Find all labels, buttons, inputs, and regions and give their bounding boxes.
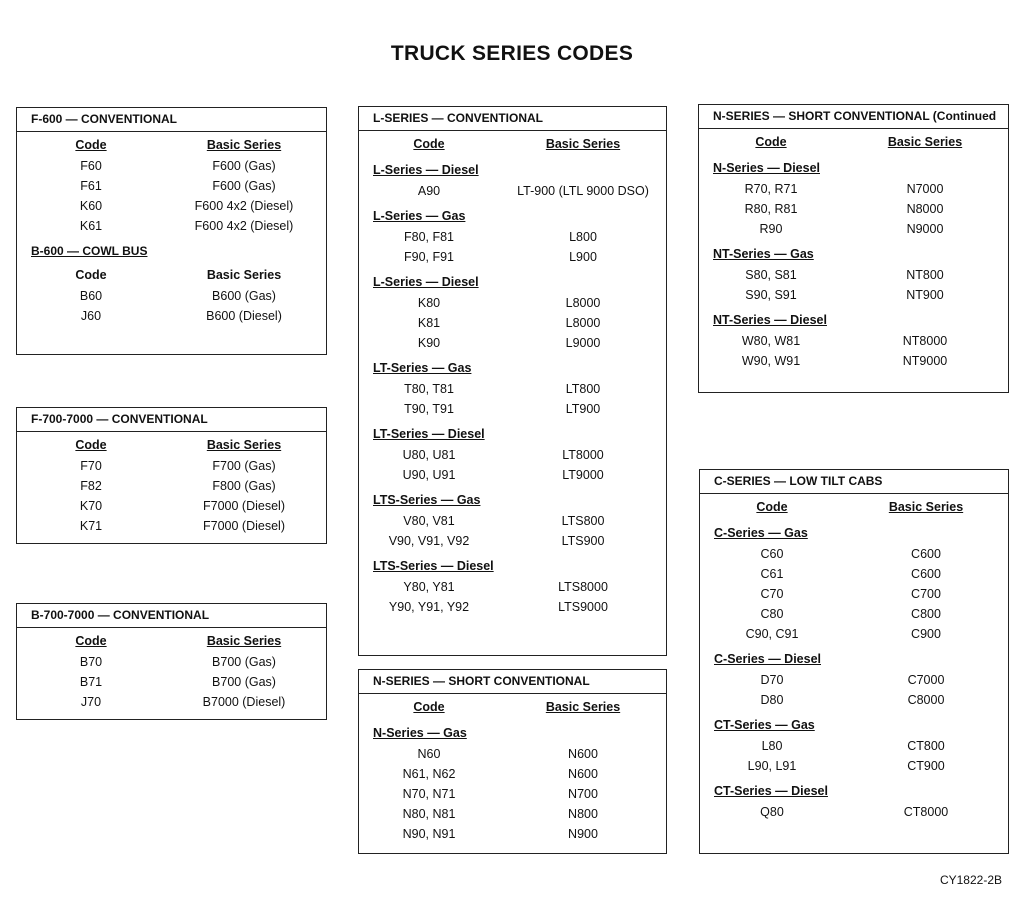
table-row-code: S90, S91 — [745, 288, 797, 302]
table-row — [699, 219, 1008, 239]
table-row-series: B700 (Gas) — [212, 655, 276, 669]
column-header-series: Basic Series — [888, 500, 964, 514]
table-row-series: N600 — [568, 747, 598, 761]
table-row-code: T90, T91 — [404, 402, 454, 416]
table-row-series: N7000 — [906, 182, 944, 196]
table-row-code: K70 — [79, 499, 103, 513]
table-row-series: B600 (Gas) — [212, 289, 276, 303]
table-row — [700, 802, 1008, 822]
table-row-code: K71 — [79, 519, 103, 533]
group-label: LTS-Series — Diesel — [373, 559, 494, 573]
table-row — [17, 652, 326, 672]
group-label: NT-Series — Diesel — [713, 313, 827, 327]
f600-header: F-600 — CONVENTIONAL — [17, 108, 326, 132]
table-row-series: NT800 — [906, 268, 944, 282]
table-row-code: N80, N81 — [402, 807, 456, 821]
f700-header: F-700-7000 — CONVENTIONAL — [17, 408, 326, 432]
table-row-series: N600 — [568, 767, 598, 781]
table-row-code: C90, C91 — [745, 627, 799, 641]
table-row-code: B71 — [79, 675, 103, 689]
group-label: CT-Series — Gas — [714, 718, 815, 732]
table-row — [17, 516, 326, 536]
table-row — [359, 379, 666, 399]
table-row — [359, 531, 666, 551]
column-header-code: Code — [75, 268, 107, 282]
column-header-code: Code — [75, 634, 107, 648]
table-row-series: NT9000 — [902, 354, 948, 368]
column-header — [700, 494, 1008, 518]
table-row — [359, 465, 666, 485]
column-header-code: Code — [755, 135, 787, 149]
table-row-code: U90, U91 — [402, 468, 456, 482]
column-header — [359, 131, 666, 155]
table-row-code: V80, V81 — [403, 514, 455, 528]
table-row-code: F80, F81 — [403, 230, 455, 244]
table-row — [359, 577, 666, 597]
table-row-code: W90, W91 — [741, 354, 801, 368]
table-row-code: N70, N71 — [402, 787, 456, 801]
table-row-code: C60 — [760, 547, 784, 561]
column-header-series: Basic Series — [206, 438, 282, 452]
group-label: N-Series — Gas — [373, 726, 467, 740]
lseries-header: L-SERIES — CONVENTIONAL — [359, 107, 666, 131]
table-row — [359, 333, 666, 353]
table-row-series: L900 — [569, 250, 597, 264]
table-row-code: F61 — [80, 179, 102, 193]
figure-code: CY1822-2B — [939, 873, 1002, 887]
f700-grid — [17, 432, 326, 536]
table-row-code: K80 — [417, 296, 441, 310]
column-header-series: Basic Series — [206, 138, 282, 152]
section-title: B-600 — COWL BUS — [31, 244, 148, 258]
table-row-code: N60 — [417, 747, 441, 761]
table-row-code: R70, R71 — [744, 182, 798, 196]
table-row-series: C600 — [911, 547, 941, 561]
table-row — [700, 624, 1008, 644]
ncont-grid — [699, 129, 1008, 371]
table-row-series: F7000 (Diesel) — [203, 519, 285, 533]
table-row — [700, 690, 1008, 710]
table-row-code: D80 — [760, 693, 784, 707]
column-header-series: Basic Series — [545, 137, 621, 151]
table-row — [359, 227, 666, 247]
table-row-series: C900 — [911, 627, 941, 641]
table-row-code: R80, R81 — [744, 202, 798, 216]
table-row — [359, 764, 666, 784]
b700-grid — [17, 628, 326, 712]
column-header-series: Basic Series — [206, 268, 282, 282]
table-row — [359, 399, 666, 419]
table-row-series: LTS900 — [561, 534, 605, 548]
column-header-series: Basic Series — [206, 634, 282, 648]
column-header-code: Code — [75, 438, 107, 452]
table-row — [359, 804, 666, 824]
table-row-code: D70 — [760, 673, 784, 687]
table-row-series: B7000 (Diesel) — [202, 695, 286, 709]
b700-table — [16, 603, 327, 720]
group-label: N-Series — Diesel — [713, 161, 820, 175]
table-row — [699, 285, 1008, 305]
table-row-code: N90, N91 — [402, 827, 456, 841]
group-label: LTS-Series — Gas — [373, 493, 481, 507]
ncont-table — [698, 104, 1009, 393]
table-row-series: B600 (Diesel) — [206, 309, 282, 323]
table-row-series: C8000 — [907, 693, 945, 707]
page-title: TRUCK SERIES CODES — [390, 42, 634, 65]
table-row — [17, 672, 326, 692]
column-header-series: Basic Series — [887, 135, 963, 149]
table-row — [699, 199, 1008, 219]
table-row-code: K81 — [417, 316, 441, 330]
table-row — [359, 181, 666, 201]
table-row — [700, 670, 1008, 690]
table-row-code: Q80 — [760, 805, 784, 819]
nshort-header: N-SERIES — SHORT CONVENTIONAL — [359, 670, 666, 694]
table-row-code: R90 — [759, 222, 783, 236]
table-row-series: NT900 — [906, 288, 944, 302]
group-label: L-Series — Gas — [373, 209, 466, 223]
table-row-code: C80 — [760, 607, 784, 621]
column-header-code: Code — [413, 137, 445, 151]
table-row-series: LT9000 — [562, 468, 604, 482]
table-row-series: C700 — [911, 587, 941, 601]
table-row — [359, 597, 666, 617]
group-label: C-Series — Gas — [714, 526, 808, 540]
table-row — [700, 584, 1008, 604]
group-label: L-Series — Diesel — [373, 163, 479, 177]
table-row-series: LTS9000 — [558, 600, 608, 614]
table-row-series: F600 (Gas) — [212, 159, 276, 173]
column-header — [17, 132, 326, 156]
table-row-series: N8000 — [906, 202, 944, 216]
table-row-series: C600 — [911, 567, 941, 581]
cseries-grid — [700, 494, 1008, 822]
cseries-table — [699, 469, 1009, 854]
table-row — [359, 445, 666, 465]
table-row-code: T80, T81 — [404, 382, 454, 396]
table-row — [699, 179, 1008, 199]
table-row-code: B60 — [79, 289, 103, 303]
cseries-header: C-SERIES — LOW TILT CABS — [700, 470, 1008, 494]
table-row-series: N9000 — [906, 222, 944, 236]
table-row-series: N900 — [568, 827, 598, 841]
column-header — [699, 129, 1008, 153]
f600-table — [16, 107, 327, 355]
table-row-series: F600 (Gas) — [212, 179, 276, 193]
table-row — [17, 176, 326, 196]
table-row-code: K90 — [417, 336, 441, 350]
table-row — [17, 156, 326, 176]
table-row-code: Y90, Y91, Y92 — [388, 600, 470, 614]
group-label: NT-Series — Gas — [713, 247, 814, 261]
table-row — [17, 692, 326, 712]
table-row-series: CT8000 — [903, 805, 949, 819]
table-row-code: F60 — [80, 159, 102, 173]
table-row-code: J60 — [80, 309, 102, 323]
table-row-series: N700 — [568, 787, 598, 801]
table-row-series: LT-900 (LTL 9000 DSO) — [517, 184, 649, 198]
table-row-series: N800 — [568, 807, 598, 821]
table-row-code: Y80, Y81 — [403, 580, 455, 594]
table-row — [359, 511, 666, 531]
table-row — [699, 265, 1008, 285]
table-row-code: B70 — [79, 655, 103, 669]
table-row-code: L90, L91 — [747, 759, 797, 773]
table-row — [359, 313, 666, 333]
table-row — [699, 351, 1008, 371]
table-row-code: J70 — [80, 695, 102, 709]
table-row-series: LT900 — [565, 402, 601, 416]
table-row — [359, 247, 666, 267]
table-row-series: CT800 — [907, 739, 945, 753]
table-row-code: C61 — [760, 567, 784, 581]
table-row — [359, 784, 666, 804]
lseries-grid — [359, 131, 666, 617]
table-row — [17, 216, 326, 236]
group-label: LT-Series — Gas — [373, 361, 472, 375]
f600-grid — [17, 132, 326, 326]
f700-table — [16, 407, 327, 544]
table-row-series: LT800 — [565, 382, 601, 396]
column-header — [359, 694, 666, 718]
column-header-code: Code — [413, 700, 445, 714]
table-row — [700, 564, 1008, 584]
table-row-code: F90, F91 — [403, 250, 455, 264]
table-row — [17, 496, 326, 516]
table-row-code: S80, S81 — [745, 268, 797, 282]
column-header-series: Basic Series — [545, 700, 621, 714]
table-row-series: NT8000 — [902, 334, 948, 348]
table-row-series: LTS800 — [561, 514, 605, 528]
table-row — [359, 744, 666, 764]
group-label: C-Series — Diesel — [714, 652, 821, 666]
table-row — [699, 331, 1008, 351]
table-row-series: LTS8000 — [558, 580, 608, 594]
column-header — [17, 628, 326, 652]
table-row-series: L8000 — [565, 316, 601, 330]
table-row-series: L800 — [569, 230, 597, 244]
table-row-code: L80 — [761, 739, 783, 753]
table-row — [17, 456, 326, 476]
table-row — [17, 286, 326, 306]
group-label: LT-Series — Diesel — [373, 427, 485, 441]
column-header-code: Code — [756, 500, 788, 514]
table-row-code: K60 — [79, 199, 103, 213]
table-row-series: L8000 — [565, 296, 601, 310]
table-row-series: F700 (Gas) — [212, 459, 276, 473]
table-row-code: F82 — [80, 479, 102, 493]
column-header — [17, 262, 326, 286]
table-row — [17, 196, 326, 216]
ncont-header: N-SERIES — SHORT CONVENTIONAL (Continued — [699, 105, 1008, 129]
column-header-code: Code — [75, 138, 107, 152]
table-row-code: C70 — [760, 587, 784, 601]
table-row-series: F800 (Gas) — [212, 479, 276, 493]
table-row-series: LT8000 — [562, 448, 604, 462]
lseries-table — [358, 106, 667, 656]
column-header — [17, 432, 326, 456]
table-row — [17, 306, 326, 326]
table-row-series: L9000 — [565, 336, 601, 350]
table-row — [17, 476, 326, 496]
table-row — [700, 736, 1008, 756]
table-row-series: B700 (Gas) — [212, 675, 276, 689]
table-row-series: F600 4x2 (Diesel) — [194, 199, 294, 213]
table-row — [700, 756, 1008, 776]
table-row — [700, 604, 1008, 624]
nshort-table — [358, 669, 667, 854]
table-row-code: V90, V91, V92 — [388, 534, 470, 548]
table-row-series: F600 4x2 (Diesel) — [194, 219, 294, 233]
table-row-code: W80, W81 — [741, 334, 801, 348]
table-row — [700, 544, 1008, 564]
group-label: L-Series — Diesel — [373, 275, 479, 289]
table-row-code: N61, N62 — [402, 767, 456, 781]
table-row-code: F70 — [80, 459, 102, 473]
table-row-series: F7000 (Diesel) — [203, 499, 285, 513]
table-row-series: C7000 — [907, 673, 945, 687]
table-row — [359, 824, 666, 844]
table-row — [359, 293, 666, 313]
table-row-code: U80, U81 — [402, 448, 456, 462]
table-row-series: CT900 — [907, 759, 945, 773]
table-row-series: C800 — [911, 607, 941, 621]
b700-header: B-700-7000 — CONVENTIONAL — [17, 604, 326, 628]
nshort-grid — [359, 694, 666, 844]
table-row-code: K61 — [79, 219, 103, 233]
table-row-code: A90 — [417, 184, 441, 198]
group-label: CT-Series — Diesel — [714, 784, 828, 798]
